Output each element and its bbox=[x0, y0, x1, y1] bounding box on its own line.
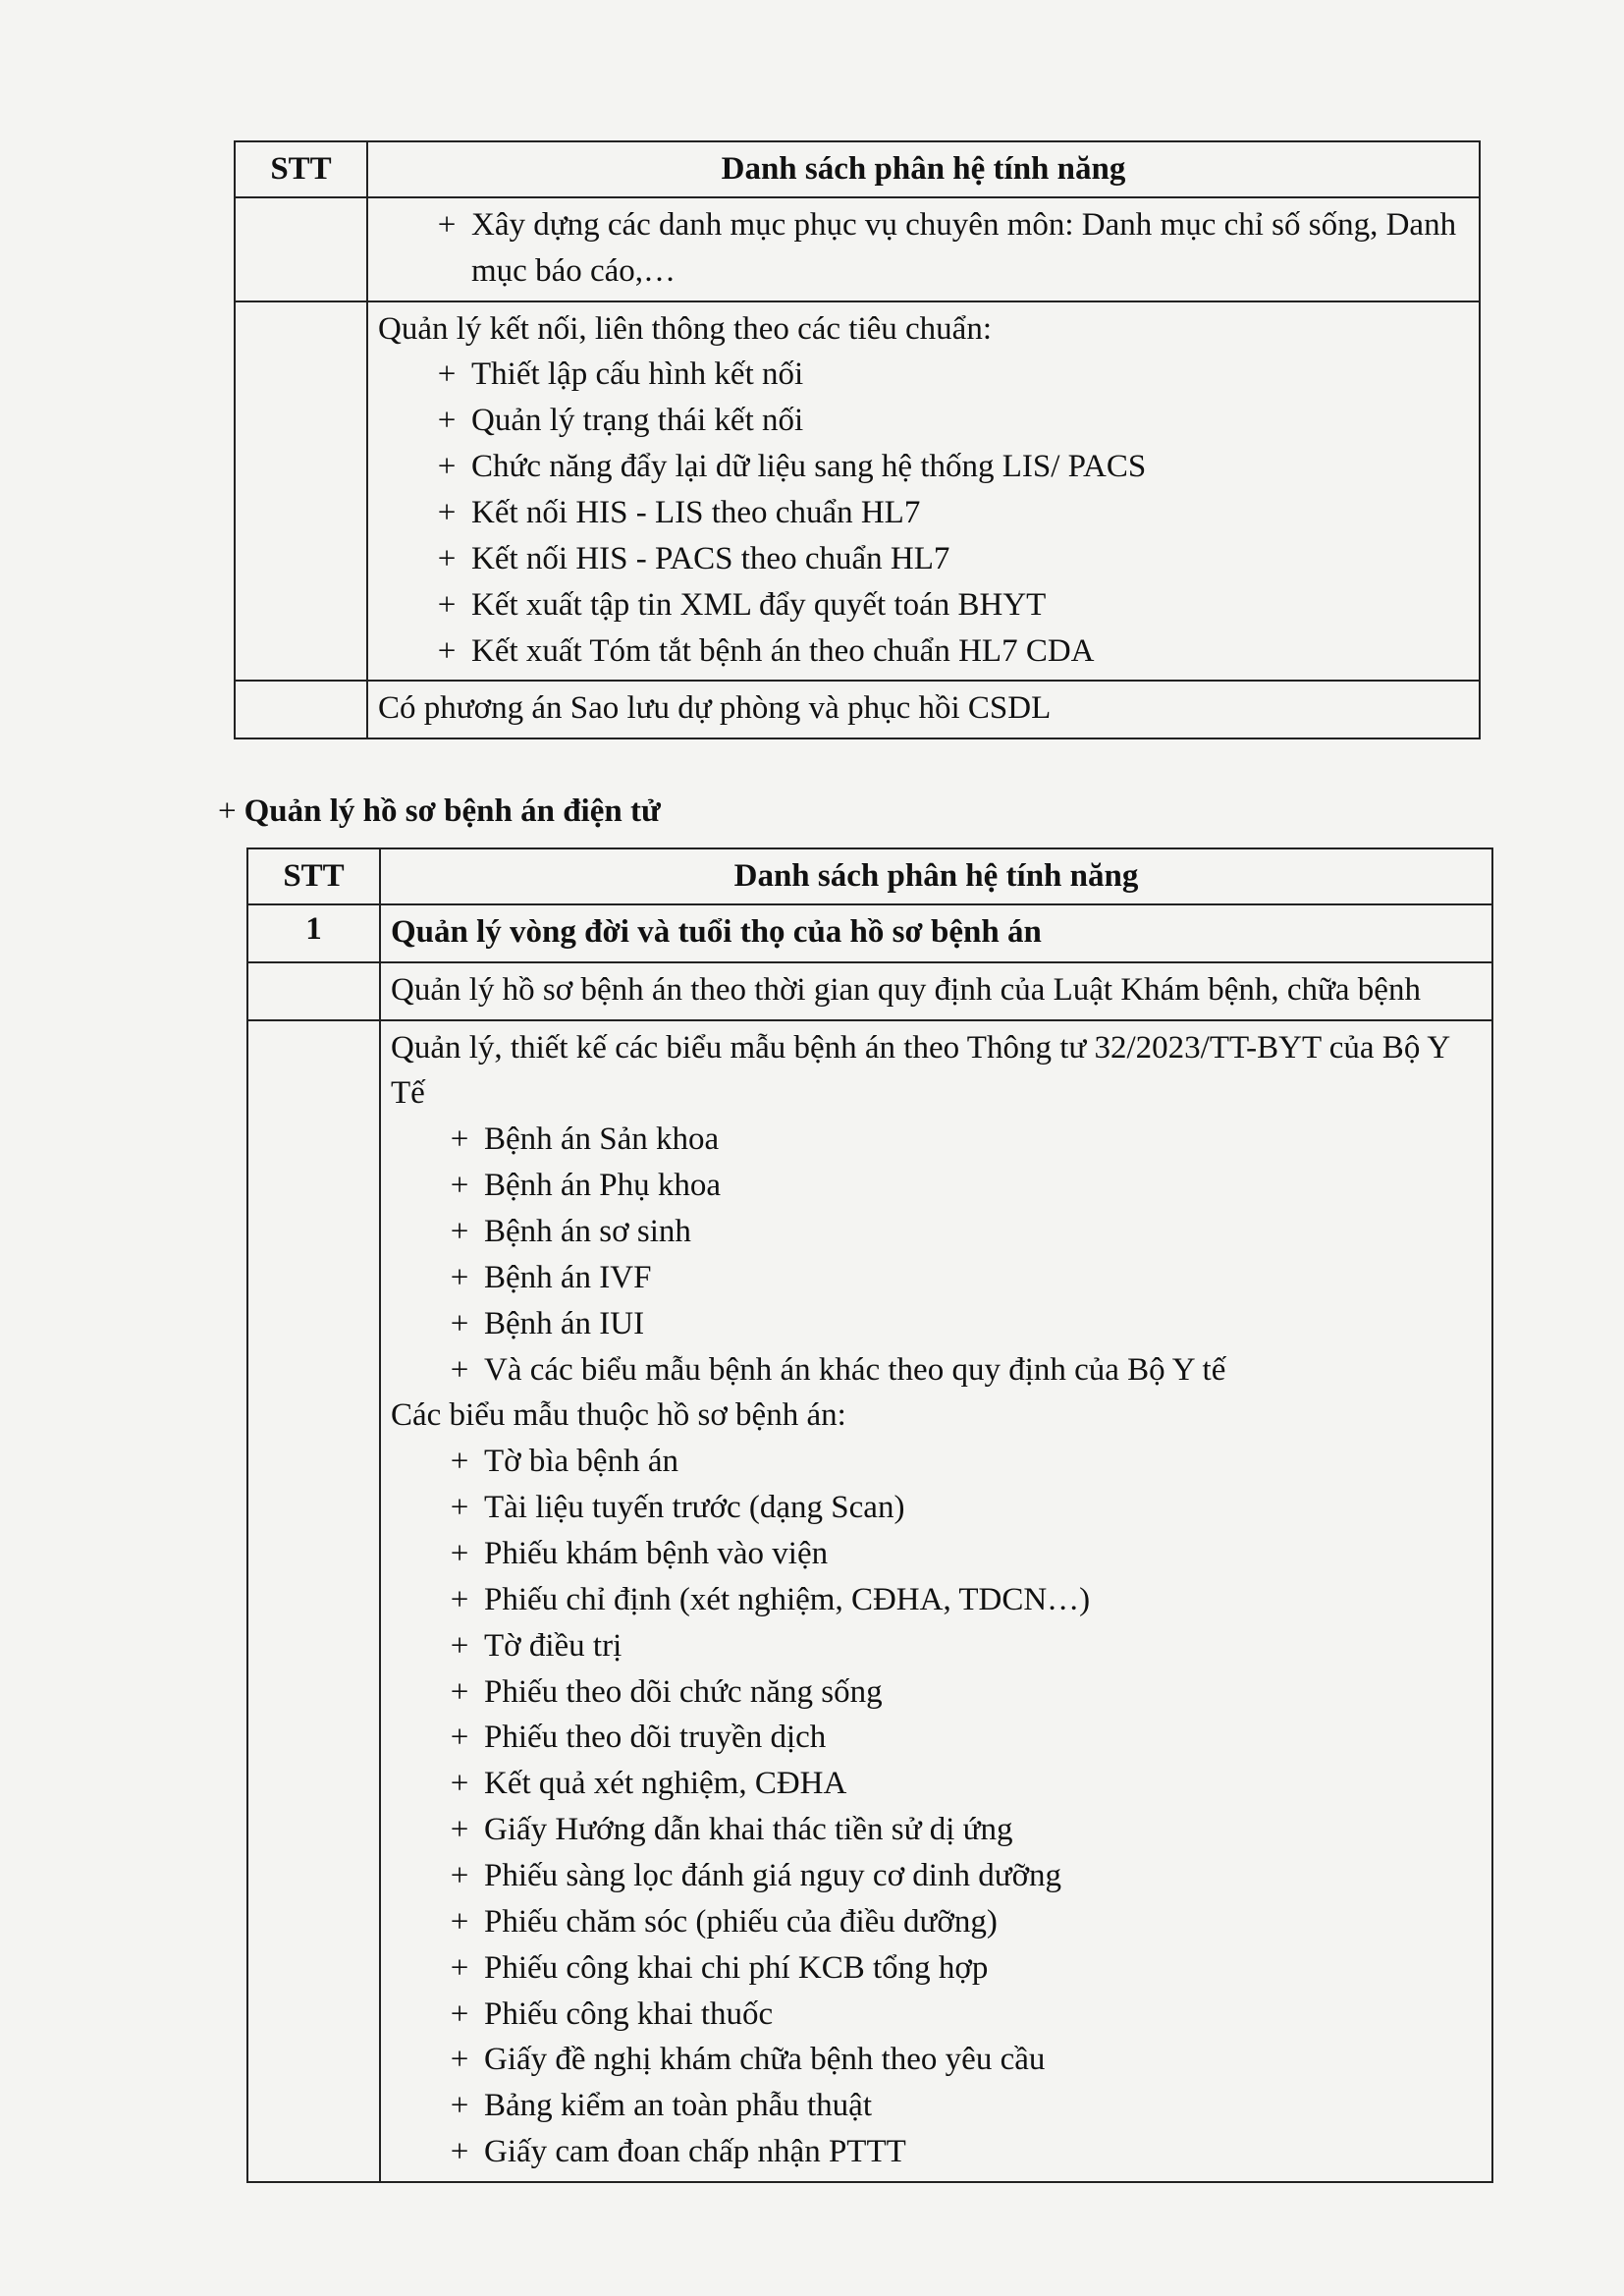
feature-cell bbox=[367, 197, 1480, 301]
feature-table-1 bbox=[234, 140, 1481, 739]
stt-header: STT bbox=[247, 848, 380, 904]
feature-list-header: Danh sách phân hệ tính năng bbox=[380, 848, 1492, 904]
list-item: + Phiếu theo dõi chức năng sống bbox=[450, 1673, 883, 1710]
list-item: + Giấy đề nghị khám chữa bệnh theo yêu cầu bbox=[450, 2042, 1046, 2078]
list-item: + Bệnh án IUI bbox=[450, 1305, 645, 1341]
list-item: + Kết nối HIS - LIS theo chuẩn HL7 bbox=[437, 495, 921, 531]
list-item: + Phiếu theo dõi truyền dịch bbox=[450, 1720, 827, 1756]
feature-cell bbox=[380, 1020, 1492, 2182]
feature-cell bbox=[367, 301, 1480, 682]
row-intro: Quản lý, thiết kế các biểu mẫu bệnh án theo Thông tư 32/2023/TT-BYT của Bộ Y Tế bbox=[391, 1029, 1449, 1112]
group-title: Quản lý vòng đời và tuổi thọ của hồ sơ bệnh án bbox=[380, 904, 1492, 962]
feature-cell: Có phương án Sao lưu dự phòng và phục hồi CSDL bbox=[367, 681, 1480, 738]
table-row bbox=[247, 904, 1492, 962]
list-item: + Bệnh án Phụ khoa bbox=[450, 1168, 722, 1204]
list-item: + Bệnh án Sản khoa bbox=[450, 1121, 720, 1158]
list-item: + Phiếu công khai thuốc bbox=[450, 1995, 774, 2032]
list-item: + Phiếu sàng lọc đánh giá nguy cơ dinh dưỡng bbox=[450, 1858, 1062, 1894]
list-item: + Thiết lập cấu hình kết nối bbox=[437, 356, 804, 393]
list-item: + Kết nối HIS - PACS theo chuẩn HL7 bbox=[437, 540, 950, 576]
list-item: + Phiếu chỉ định (xét nghiệm, CĐHA, TDCN…) bbox=[450, 1581, 1091, 1617]
list-item: + Phiếu công khai chi phí KCB tổng hợp bbox=[450, 1949, 989, 1986]
list-item: + Phiếu khám bệnh vào viện bbox=[450, 1536, 829, 1572]
stt-header: STT bbox=[235, 141, 367, 197]
list-item: + Quản lý trạng thái kết nối bbox=[437, 403, 804, 439]
plus-bullet: + bbox=[437, 206, 457, 243]
table-header-row bbox=[247, 848, 1492, 904]
table-row bbox=[247, 1020, 1492, 2182]
list-item: + Phiếu chăm sóc (phiếu của điều dưỡng) bbox=[450, 1903, 998, 1940]
list-item: + Xây dựng các danh mục phục vụ chuyên môn: Danh mục chỉ số sống, Danh mục báo cáo,… bbox=[378, 202, 1469, 295]
feature-cell: Quản lý hồ sơ bệnh án theo thời gian quy định của Luật Khám bệnh, chữa bệnh bbox=[380, 962, 1492, 1020]
list-item: + Tờ bìa bệnh án bbox=[450, 1444, 678, 1480]
section-heading bbox=[218, 793, 661, 830]
list-item: + Bệnh án IVF bbox=[450, 1259, 652, 1295]
table-header-row bbox=[235, 141, 1480, 197]
row-number: 1 bbox=[247, 904, 380, 962]
table-row bbox=[235, 197, 1480, 301]
section-title: Quản lý hồ sơ bệnh án điện tử bbox=[244, 793, 661, 829]
list-item: + Kết quả xét nghiệm, CĐHA bbox=[450, 1766, 847, 1802]
list-item: + Kết xuất tập tin XML đẩy quyết toán BHYT bbox=[437, 586, 1047, 623]
list-item: + Giấy cam đoan chấp nhận PTTT bbox=[450, 2134, 906, 2170]
feature-table-2 bbox=[246, 847, 1493, 2183]
table-row bbox=[235, 301, 1480, 682]
row-intro: Các biểu mẫu thuộc hồ sơ bệnh án: bbox=[391, 1397, 846, 1434]
list-item: + Bệnh án sơ sinh bbox=[450, 1214, 691, 1250]
list-item: + Tờ điều trị bbox=[450, 1627, 623, 1664]
feature-list-header: Danh sách phân hệ tính năng bbox=[367, 141, 1480, 197]
list-item: + Tài liệu tuyến trước (dạng Scan) bbox=[450, 1490, 905, 1526]
list-item: + Kết xuất Tóm tắt bệnh án theo chuẩn HL7 CDA bbox=[437, 632, 1095, 669]
list-item: + Bảng kiểm an toàn phẫu thuật bbox=[450, 2088, 872, 2124]
table-row bbox=[235, 681, 1480, 738]
list-item: + Giấy Hướng dẫn khai thác tiền sử dị ứng bbox=[450, 1812, 1013, 1848]
table-row bbox=[247, 962, 1492, 1020]
list-item: + Chức năng đẩy lại dữ liệu sang hệ thống LIS/ PACS bbox=[437, 449, 1147, 485]
row-intro: Quản lý kết nối, liên thông theo các tiêu chuẩn: bbox=[378, 310, 992, 347]
list-item: + Và các biểu mẫu bệnh án khác theo quy định của Bộ Y tế bbox=[450, 1351, 1226, 1388]
plus-bullet: + bbox=[218, 793, 237, 829]
